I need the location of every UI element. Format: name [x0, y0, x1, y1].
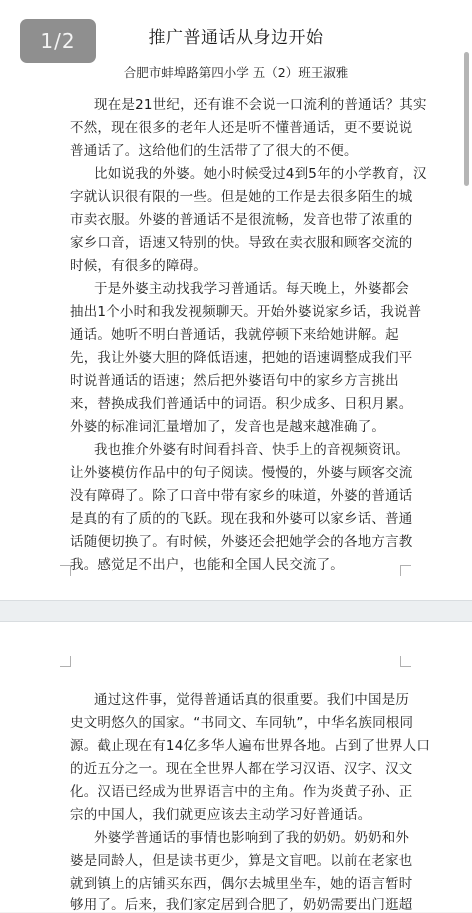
page-corner-mark	[60, 565, 71, 576]
page-corner-mark	[400, 565, 411, 576]
paragraph-line: 先，我让外婆大胆的降低语速，把她的语速调整成我们平	[70, 350, 413, 366]
paragraph-line: 字就认识很有限的一些。但是她的工作是去很多陌生的城	[70, 189, 413, 205]
paragraph-line: 没有障碍了。除了口音中带有家乡的味道，外婆的普通话	[70, 488, 413, 504]
paragraph-line: 抽出1个小时和我发视频聊天。开始外婆说家乡话，我说普	[70, 304, 422, 320]
paragraph-line: 时候，有很多的障碍。	[70, 258, 207, 274]
paragraph-line: 宗的中国人，我们就更应该去主动学习好普通话。	[70, 807, 372, 823]
paragraph-line: 比如说我的外婆。她小时候受过4到5年的小学教育，汉	[94, 166, 427, 182]
page-corner-mark	[400, 656, 411, 667]
document-author: 合肥市蚌埠路第四小学 五（2）班王淑雅	[123, 65, 349, 80]
paragraph-line: 让外婆模仿作品中的句子阅读。慢慢的，外婆与顾客交流	[70, 465, 413, 481]
paragraph-line: 外婆的标准词汇量增加了，发音也是越来越准确了。	[70, 419, 386, 435]
paragraph-line: 化。汉语已经成为世界语言中的主角。作为炎黄子孙、正	[70, 784, 413, 800]
paragraph-line: 源。截止现在有14亿多华人遍布世界各地。占到了世界人口	[70, 738, 431, 754]
paragraph-line: 婆是同龄人，但是读书更少，算是文盲吧。以前在老家也	[70, 853, 413, 869]
paragraph-line: 市卖衣服。外婆的普通话不是很流畅，发音也带了浓重的	[70, 212, 413, 228]
paragraph-line: 的近五分之一。现在全世界人都在学习汉语、汉字、汉文	[70, 761, 413, 777]
paragraph-line: 普通话了。这给他们的生活带了了很大的不便。	[70, 143, 358, 159]
paragraph-line: 够用了。后来，我们家定居到合肥了，奶奶需要出门逛超	[70, 897, 413, 913]
paragraph-line: 就到镇上的店铺买东西，偶尔去城里坐车，她的语言暂时	[70, 876, 413, 892]
paragraph-line: 来，替换成我们普通话中的词语。积少成多、日积月累。	[70, 396, 413, 412]
paragraph-line: 不然，现在很多的老年人还是听不懂普通话，更不要说说	[70, 120, 413, 136]
paragraph-line: 我。感觉足不出户，也能和全国人民交流了。	[70, 557, 344, 573]
paragraph-line: 通过这件事，觉得普通话真的很重要。我们中国是历	[94, 692, 410, 708]
paragraph-line: 现在是21世纪，还有谁不会说一口流利的普通话？其实	[94, 97, 427, 113]
page-corner-mark	[60, 656, 71, 667]
paragraph-line: 通话。她听不明白普通话，我就停顿下来给她讲解。起	[70, 327, 399, 343]
paragraph-line: 我也推介外婆有时间看抖音、快手上的音视频资讯。	[94, 442, 410, 458]
paragraph-line: 家乡口音，语速又特别的快。导致在卖衣服和顾客交流的	[70, 235, 413, 251]
paragraph-line: 史文明悠久的国家。“书同文、车同轨”，中华名族同根同	[70, 715, 414, 731]
page-separator	[0, 600, 472, 622]
scrollbar-thumb[interactable]	[464, 52, 469, 186]
paragraph-line: 时说普通话的语速；然后把外婆语句中的家乡方言挑出	[70, 373, 399, 389]
paragraph-line: 话随便切换了。有时候，外婆还会把她学会的各地方言教	[70, 534, 413, 550]
page-indicator: 1/2	[20, 19, 96, 63]
paragraph-line: 于是外婆主动找我学习普通话。每天晚上，外婆都会	[94, 281, 410, 297]
paragraph-line: 外婆学普通话的事情也影响到了我的奶奶。奶奶和外	[94, 830, 410, 846]
paragraph-line: 是真的有了质的的飞跃。现在我和外婆可以家乡话、普通	[70, 511, 413, 527]
document-title: 推广普通话从身边开始	[148, 28, 324, 48]
